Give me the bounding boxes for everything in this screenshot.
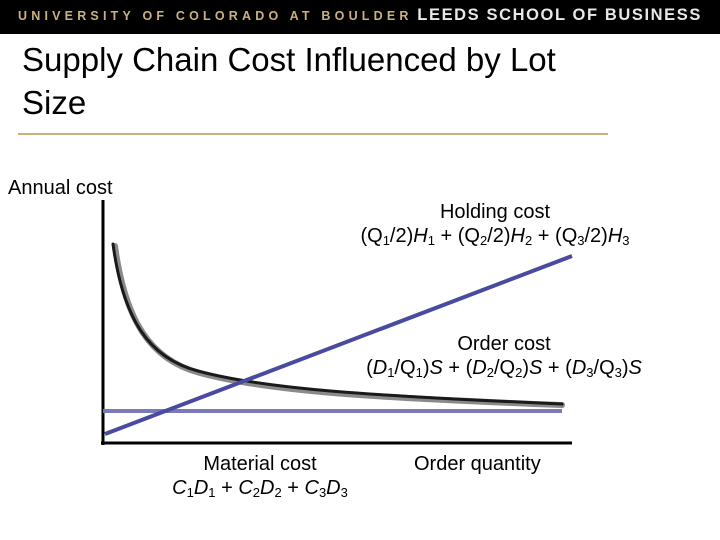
university-name: UNIVERSITY OF COLORADO AT BOULDER <box>18 9 413 23</box>
material-cost-name: Material cost <box>203 453 317 475</box>
order-cost-curve-shadow <box>115 246 562 405</box>
y-axis-label: Annual cost <box>8 177 113 199</box>
material-cost-label <box>150 452 370 500</box>
order-cost-formula: $(D_1/Q_1)S + (D_2/Q_2)S + (D_3/Q_3)S$ <box>366 357 642 380</box>
order-cost-curve <box>113 244 562 404</box>
holding-cost-formula: $(Q_1/2)H_1 + (Q_2/2)H_2 + (Q_3/2)H_3$ <box>360 225 630 248</box>
slide-title: Supply Chain Cost Influenced by Lot Size <box>22 41 556 121</box>
holding-cost-label <box>330 200 660 248</box>
material-cost-formula: $C_1D_1 + C_2D_2 + C_3D_3$ <box>172 477 348 500</box>
order-cost-name: Order cost <box>457 333 551 355</box>
order-cost-label <box>334 332 674 380</box>
x-axis-label: Order quantity <box>414 453 541 475</box>
school-name: LEEDS SCHOOL OF BUSINESS <box>417 6 702 24</box>
holding-cost-name: Holding cost <box>439 201 551 223</box>
